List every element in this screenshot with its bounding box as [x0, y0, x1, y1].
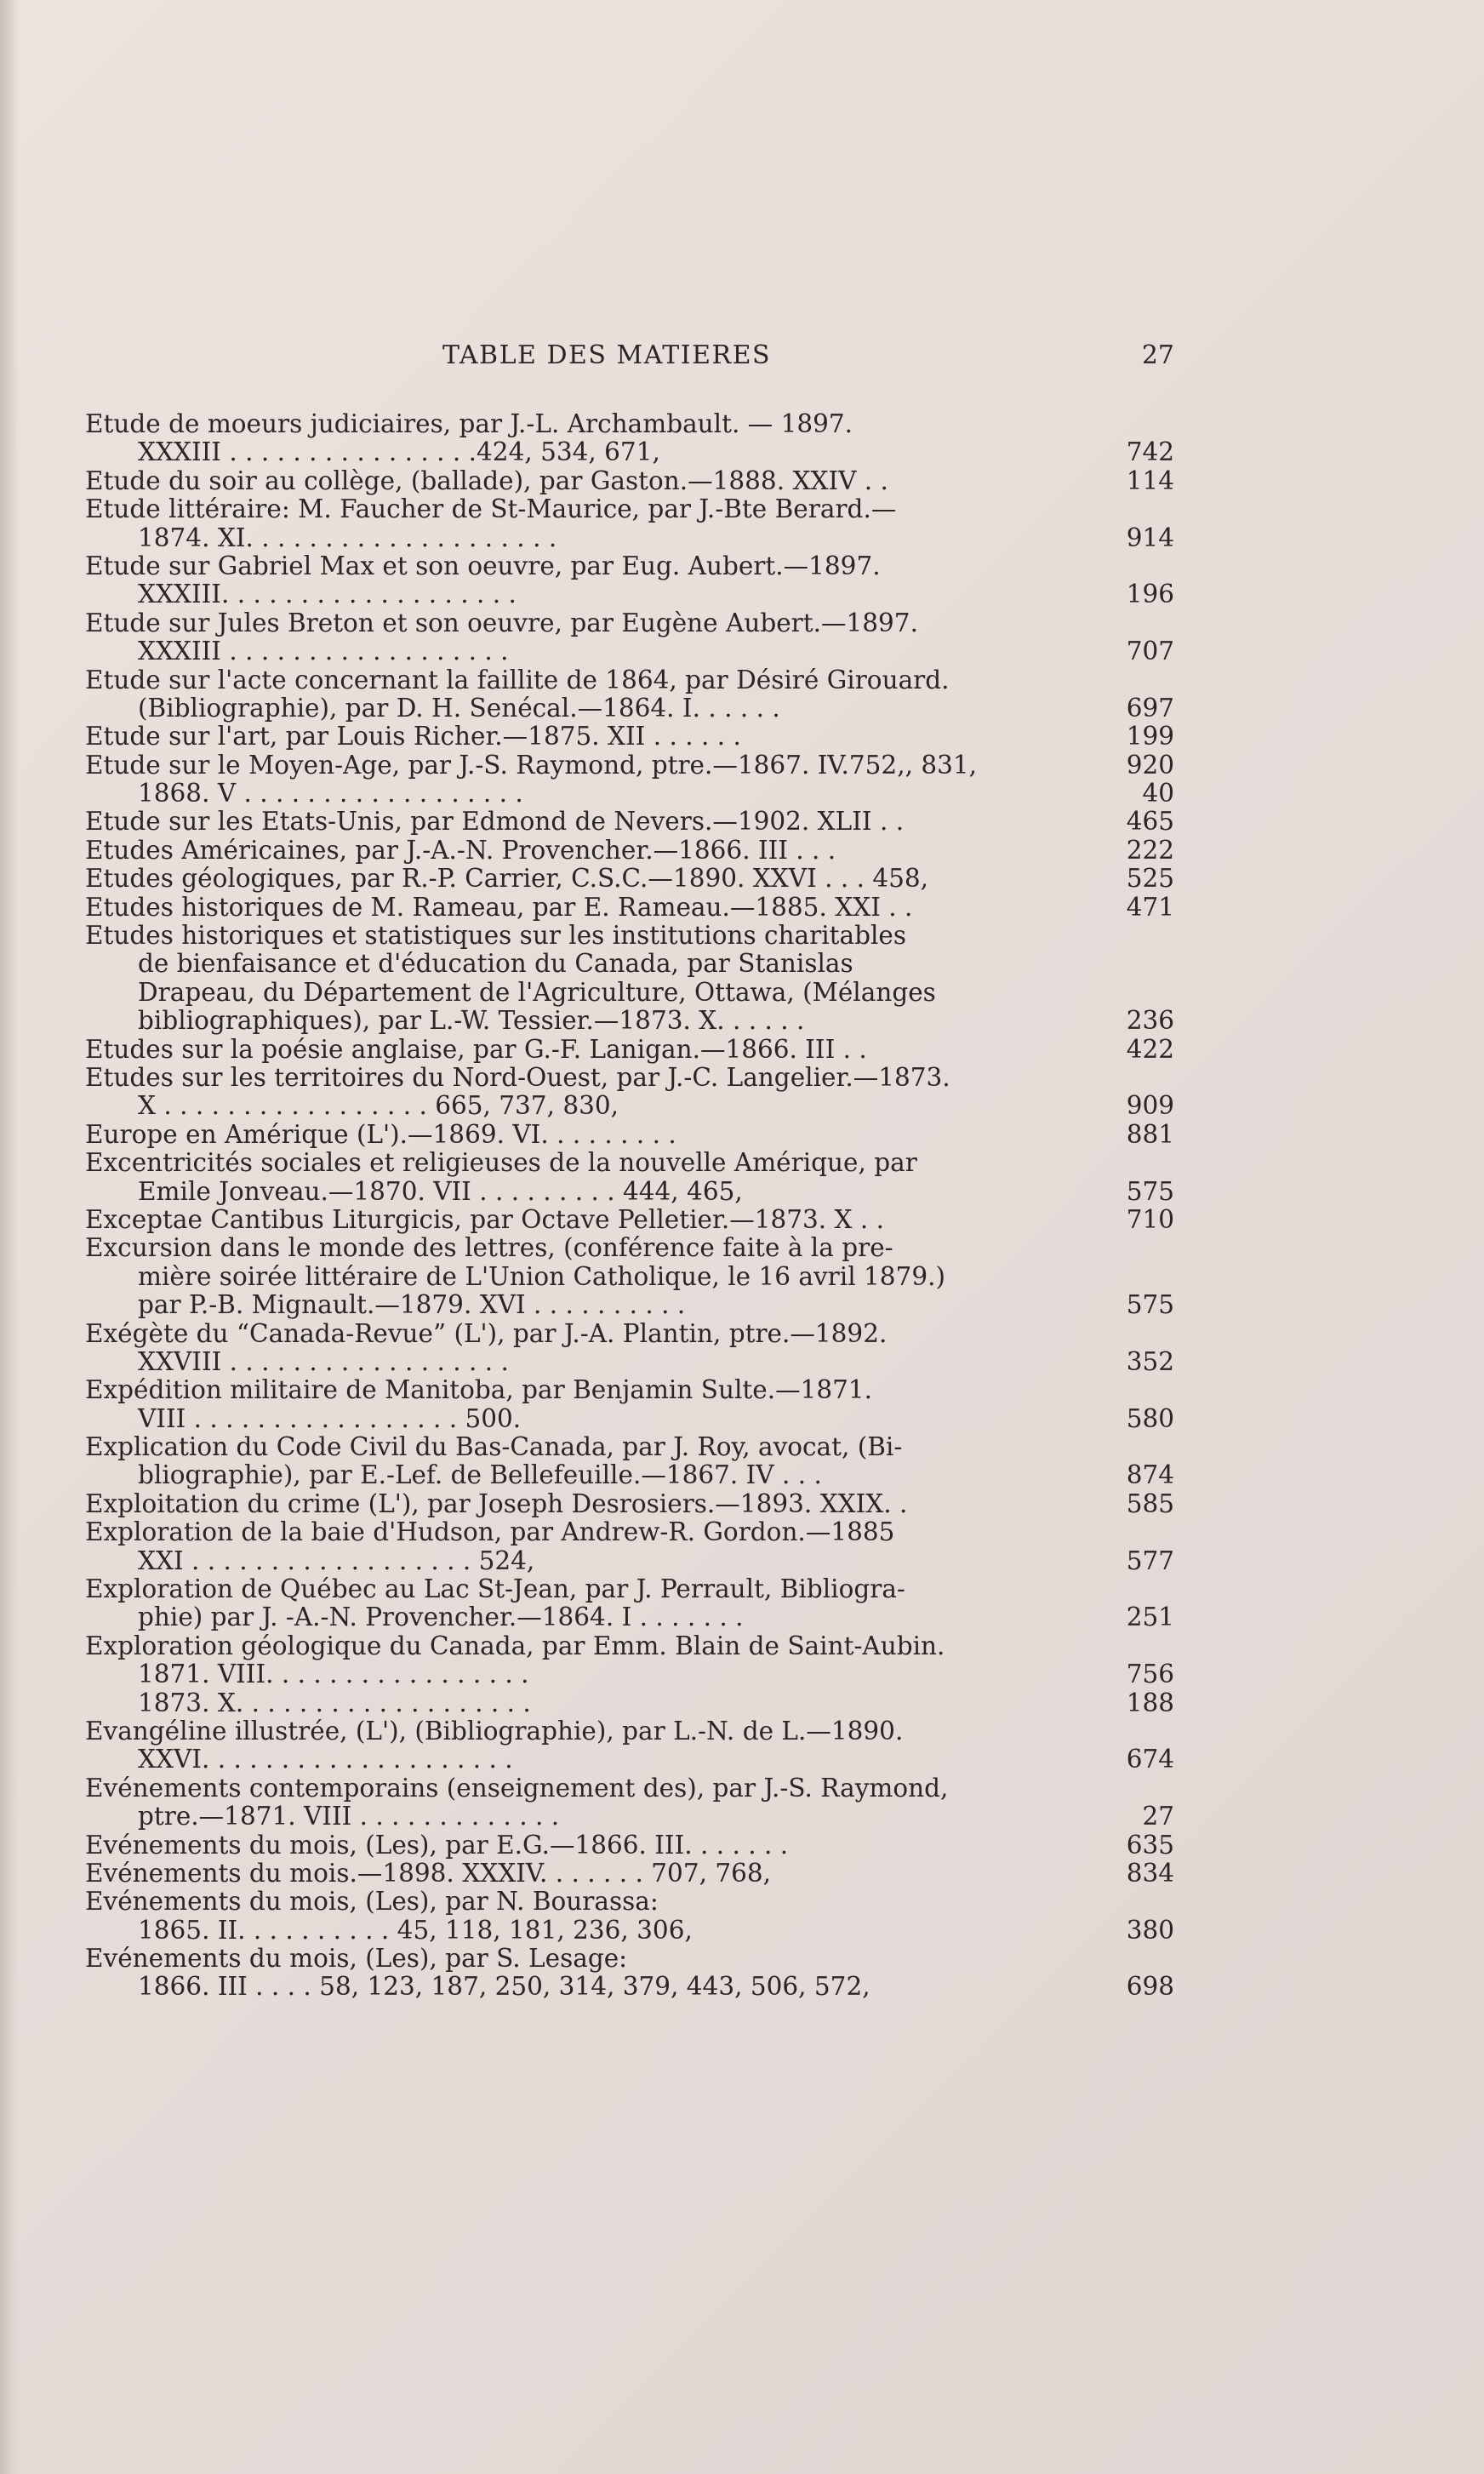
index-entry	[85, 1121, 1174, 1149]
entry-page-ref: 697	[1126, 693, 1174, 723]
index-entry	[85, 922, 1174, 1036]
entry-continuation-line	[85, 1178, 1174, 1206]
entry-text: Etudes historiques de M. Rameau, par E. Rameau.—1885. XXI . .	[85, 892, 913, 922]
entry-title-line	[85, 1831, 1174, 1860]
entry-continuation-line	[85, 1547, 1174, 1575]
entry-text: Etude sur Gabriel Max et son oeuvre, par Eug. Aubert.—1897.	[85, 551, 881, 580]
entry-text: Etudes géologiques, par R.-P. Carrier, C.S.C.—1890. XXVI . . . 458,	[85, 864, 929, 894]
index-entry	[85, 1831, 1174, 1860]
entry-title-line	[85, 837, 1174, 865]
entry-text: Emile Jonveau.—1870. VII . . . . . . . . . 444, 465,	[138, 1176, 743, 1206]
entry-text: Exégète du “Canada-Revue” (L'), par J.-A. Plantin, ptre.—1892.	[85, 1318, 888, 1348]
entry-continuation-line	[85, 1803, 1174, 1831]
entry-page-ref: 251	[1126, 1603, 1174, 1632]
entry-text: Etude sur les Etats-Unis, par Edmond de Nevers.—1902. XLII . .	[85, 807, 905, 837]
entry-title-line	[85, 1490, 1174, 1518]
index-entry	[85, 1518, 1174, 1575]
entry-page-ref: 635	[1126, 1830, 1174, 1860]
index-entry	[85, 1490, 1174, 1518]
entry-page-ref: 40	[1142, 779, 1174, 808]
entry-text: 1866. III . . . . 58, 123, 187, 250, 314, 379, 443, 506, 572,	[138, 1972, 870, 2002]
index-entry	[85, 1632, 1174, 1717]
page-number: 27	[1141, 340, 1174, 370]
entry-text: Etude de moeurs judiciaires, par J.-L. Archambault. — 1897.	[85, 409, 853, 438]
entry-page-ref: 575	[1126, 1290, 1174, 1320]
entry-page-ref: 756	[1126, 1660, 1174, 1689]
entry-text: Exploitation du crime (L'), par Joseph Desrosiers.—1893. XXIX. .	[85, 1488, 908, 1518]
entry-page-ref: 222	[1126, 835, 1174, 865]
entry-text: Etudes Américaines, par J.-A.-N. Provencher.—1866. III . . .	[85, 835, 836, 865]
entry-page-ref: 380	[1126, 1915, 1174, 1945]
entry-page-ref: 575	[1126, 1176, 1174, 1206]
entry-text: Exceptae Cantibus Liturgicis, par Octave Pelletier.—1873. X . .	[85, 1204, 885, 1234]
entry-text: Etude sur Jules Breton et son oeuvre, par Eugène Aubert.—1897.	[85, 608, 918, 637]
entry-continuation-line	[85, 1348, 1174, 1376]
entry-title-line	[85, 922, 1174, 950]
entry-text: Etude du soir au collège, (ballade), par Gaston.—1888. XXIV . .	[85, 466, 888, 495]
entry-title-line	[85, 495, 1174, 523]
index-entry	[85, 1945, 1174, 2002]
entry-title-line	[85, 1234, 1174, 1262]
entry-continuation-line	[85, 1263, 1174, 1291]
entry-title-line	[85, 467, 1174, 495]
entry-text: 1874. XI. . . . . . . . . . . . . . . . . . . .	[138, 523, 557, 552]
index-entry	[85, 1064, 1174, 1121]
entry-continuation-line	[85, 1007, 1174, 1035]
index-entry	[85, 751, 1174, 808]
entry-title-line	[85, 1149, 1174, 1177]
running-title: TABLE DES MATIERES	[442, 340, 772, 370]
index-entry	[85, 410, 1174, 467]
entry-page-ref: 707	[1126, 637, 1174, 666]
index-entry	[85, 495, 1174, 552]
index-entry	[85, 723, 1174, 751]
entry-page-ref: 698	[1126, 1972, 1174, 2002]
entry-title-line	[85, 552, 1174, 580]
entry-page-ref: 114	[1126, 466, 1174, 495]
entry-title-line	[85, 1717, 1174, 1746]
entry-text: Europe en Amérique (L').—1869. VI. . . . . . . . .	[85, 1119, 676, 1149]
entry-text: (Bibliographie), par D. H. Senécal.—1864. I. . . . . .	[138, 693, 780, 723]
entry-text: Evénements du mois.—1898. XXXIV. . . . . . . 707, 768,	[85, 1858, 772, 1888]
index-entry	[85, 1860, 1174, 1888]
entry-page-ref: 580	[1126, 1403, 1174, 1433]
entry-text: X . . . . . . . . . . . . . . . . . 665, 737, 830,	[138, 1091, 619, 1121]
entry-text: Exploration géologique du Canada, par Emm. Blain de Saint-Aubin.	[85, 1631, 945, 1660]
entry-title-line	[85, 1121, 1174, 1149]
index-entry	[85, 808, 1174, 836]
entry-text: 1871. VIII. . . . . . . . . . . . . . . . .	[138, 1660, 529, 1689]
entry-page-ref: 196	[1126, 580, 1174, 609]
entry-page-ref: 874	[1126, 1460, 1174, 1490]
entry-text: XXXIII . . . . . . . . . . . . . . . . . .	[138, 637, 509, 666]
entry-text: Excentricités sociales et religieuses de la nouvelle Amérique, par	[85, 1148, 917, 1178]
entry-title-line	[85, 723, 1174, 751]
index-entry	[85, 894, 1174, 922]
index-entry	[85, 837, 1174, 865]
entry-continuation-line	[85, 1291, 1174, 1319]
entry-page-ref: 188	[1126, 1688, 1174, 1717]
entry-page-ref: 914	[1126, 523, 1174, 552]
index-entry	[85, 1433, 1174, 1490]
entry-title-line	[85, 1774, 1174, 1803]
entry-continuation-line	[85, 1689, 1174, 1717]
entry-text: Etude sur l'art, par Louis Richer.—1875. XII . . . . . .	[85, 722, 741, 751]
entry-page-ref: 674	[1126, 1745, 1174, 1774]
entry-title-line	[85, 1860, 1174, 1888]
entry-text: XXXIII. . . . . . . . . . . . . . . . . . .	[138, 580, 517, 609]
entry-text: Etudes sur les territoires du Nord-Ouest, par J.-C. Langelier.—1873.	[85, 1062, 950, 1092]
entry-title-line	[85, 666, 1174, 694]
index-entry	[85, 1717, 1174, 1774]
entry-page-ref: 525	[1126, 864, 1174, 894]
entry-continuation-line	[85, 694, 1174, 723]
entry-continuation-line	[85, 780, 1174, 808]
entry-continuation-line	[85, 1405, 1174, 1433]
entry-text: Drapeau, du Département de l'Agriculture, Ottawa, (Mélanges	[138, 977, 936, 1007]
entry-page-ref: 236	[1126, 1006, 1174, 1036]
entry-text: Etude sur l'acte concernant la faillite de 1864, par Désiré Girouard.	[85, 665, 950, 694]
entry-page-ref: 834	[1126, 1858, 1174, 1888]
page-header	[85, 340, 1174, 380]
entry-page-ref: 920	[1126, 750, 1174, 780]
entry-title-line	[85, 1320, 1174, 1348]
entry-title-line	[85, 865, 1174, 893]
index-entry	[85, 1206, 1174, 1234]
index-entry	[85, 609, 1174, 666]
entry-text: Explication du Code Civil du Bas-Canada, par J. Roy, avocat, (Bi-	[85, 1432, 903, 1462]
entry-text: Exploration de la baie d'Hudson, par Andrew-R. Gordon.—1885	[85, 1517, 895, 1547]
entry-page-ref: 881	[1126, 1119, 1174, 1149]
entry-title-line	[85, 609, 1174, 637]
entry-continuation-line	[85, 950, 1174, 978]
entry-continuation-line	[85, 1461, 1174, 1489]
entry-text: 1868. V . . . . . . . . . . . . . . . . . .	[138, 779, 523, 808]
entry-text: VIII . . . . . . . . . . . . . . . . . 500.	[138, 1403, 522, 1433]
entry-text: Evangéline illustrée, (L'), (Bibliographie), par L.-N. de L.—1890.	[85, 1716, 904, 1746]
entry-text: Evénements du mois, (Les), par S. Lesage:	[85, 1944, 628, 1974]
entry-continuation-line	[85, 580, 1174, 609]
entry-text: bibliographiques), par L.-W. Tessier.—1873. X. . . . . .	[138, 1006, 805, 1036]
entry-text: Etude littéraire: M. Faucher de St-Maurice, par J.-Bte Berard.—	[85, 494, 897, 524]
index-entry	[85, 1376, 1174, 1433]
entry-text: Etude sur le Moyen-Age, par J.-S. Raymond, ptre.—1867. IV.752,, 831,	[85, 750, 978, 780]
entry-text: par P.-B. Mignault.—1879. XVI . . . . . . . . . .	[138, 1290, 686, 1320]
entry-text: Evénements du mois, (Les), par N. Bourassa:	[85, 1887, 659, 1917]
entry-page-ref: 909	[1126, 1091, 1174, 1121]
entry-text: ptre.—1871. VIII . . . . . . . . . . . . .	[138, 1802, 560, 1831]
index-entry	[85, 666, 1174, 723]
entry-text: mière soirée littéraire de L'Union Catholique, le 16 avril 1879.)	[138, 1261, 945, 1291]
entry-title-line	[85, 894, 1174, 922]
entry-page-ref: 471	[1126, 892, 1174, 922]
entry-continuation-line	[85, 438, 1174, 466]
entry-continuation-line	[85, 1603, 1174, 1631]
entry-text: Expédition militaire de Manitoba, par Benjamin Sulte.—1871.	[85, 1375, 873, 1405]
entry-text: Etudes historiques et statistiques sur les institutions charitables	[85, 921, 906, 951]
entry-continuation-line	[85, 1973, 1174, 2001]
entry-continuation-line	[85, 1746, 1174, 1774]
entry-title-line	[85, 1575, 1174, 1603]
entry-text: phie) par J. -A.-N. Provencher.—1864. I . . . . . . .	[138, 1603, 744, 1632]
entry-text: Excursion dans le monde des lettres, (conférence faite à la pre-	[85, 1233, 893, 1263]
entry-text: Exploration de Québec au Lac St-Jean, par J. Perrault, Bibliogra-	[85, 1574, 905, 1604]
entry-page-ref: 577	[1126, 1546, 1174, 1575]
entry-text: de bienfaisance et d'éducation du Canada, par Stanislas	[138, 949, 853, 979]
entry-title-line	[85, 1376, 1174, 1404]
entry-continuation-line	[85, 1917, 1174, 1945]
index-entry	[85, 1036, 1174, 1064]
entry-title-line	[85, 1036, 1174, 1064]
entry-continuation-line	[85, 1092, 1174, 1120]
entry-page-ref: 710	[1126, 1204, 1174, 1234]
entry-text: XXVI. . . . . . . . . . . . . . . . . . . .	[138, 1745, 513, 1774]
index-entry	[85, 467, 1174, 495]
entry-title-line	[85, 1433, 1174, 1461]
index-entries	[85, 410, 1174, 2002]
entry-title-line	[85, 1888, 1174, 1916]
entry-page-ref: 199	[1126, 722, 1174, 751]
index-entry	[85, 1888, 1174, 1945]
entry-page-ref: 742	[1126, 437, 1174, 467]
entry-title-line	[85, 1632, 1174, 1660]
entry-title-line	[85, 1206, 1174, 1234]
entry-title-line	[85, 410, 1174, 438]
entry-title-line	[85, 751, 1174, 780]
entry-page-ref: 27	[1142, 1802, 1174, 1831]
entry-text: 1865. II. . . . . . . . . . 45, 118, 181, 236, 306,	[138, 1915, 693, 1945]
entry-page-ref: 352	[1126, 1346, 1174, 1376]
entry-continuation-line	[85, 524, 1174, 552]
entry-continuation-line	[85, 637, 1174, 666]
index-entry	[85, 552, 1174, 609]
index-entry	[85, 1320, 1174, 1377]
entry-text: XXVIII . . . . . . . . . . . . . . . . . .	[138, 1346, 509, 1376]
entry-text: Evénements contemporains (enseignement des), par J.-S. Raymond,	[85, 1773, 949, 1803]
entry-text: 1873. X. . . . . . . . . . . . . . . . . . .	[138, 1688, 531, 1717]
entry-title-line	[85, 1518, 1174, 1546]
entry-continuation-line	[85, 1660, 1174, 1688]
index-entry	[85, 1575, 1174, 1632]
entry-title-line	[85, 808, 1174, 836]
entry-text: XXXIII . . . . . . . . . . . . . . . .424, 534, 671,	[138, 437, 660, 467]
entry-title-line	[85, 1064, 1174, 1092]
index-entry	[85, 1774, 1174, 1831]
entry-page-ref: 465	[1126, 807, 1174, 837]
index-entry	[85, 865, 1174, 893]
entry-page-ref: 422	[1126, 1034, 1174, 1064]
entry-text: Evénements du mois, (Les), par E.G.—1866. III. . . . . . .	[85, 1830, 789, 1860]
entry-title-line	[85, 1945, 1174, 1973]
page-binding-edge	[0, 0, 19, 2474]
index-entry	[85, 1234, 1174, 1319]
entry-text: bliographie), par E.-Lef. de Bellefeuille.—1867. IV . . .	[138, 1460, 822, 1490]
entry-text: Etudes sur la poésie anglaise, par G.-F. Lanigan.—1866. III . .	[85, 1034, 867, 1064]
entry-page-ref: 585	[1126, 1488, 1174, 1518]
entry-continuation-line	[85, 979, 1174, 1007]
index-entry	[85, 1149, 1174, 1206]
entry-text: XXI . . . . . . . . . . . . . . . . . . 524,	[138, 1546, 535, 1575]
